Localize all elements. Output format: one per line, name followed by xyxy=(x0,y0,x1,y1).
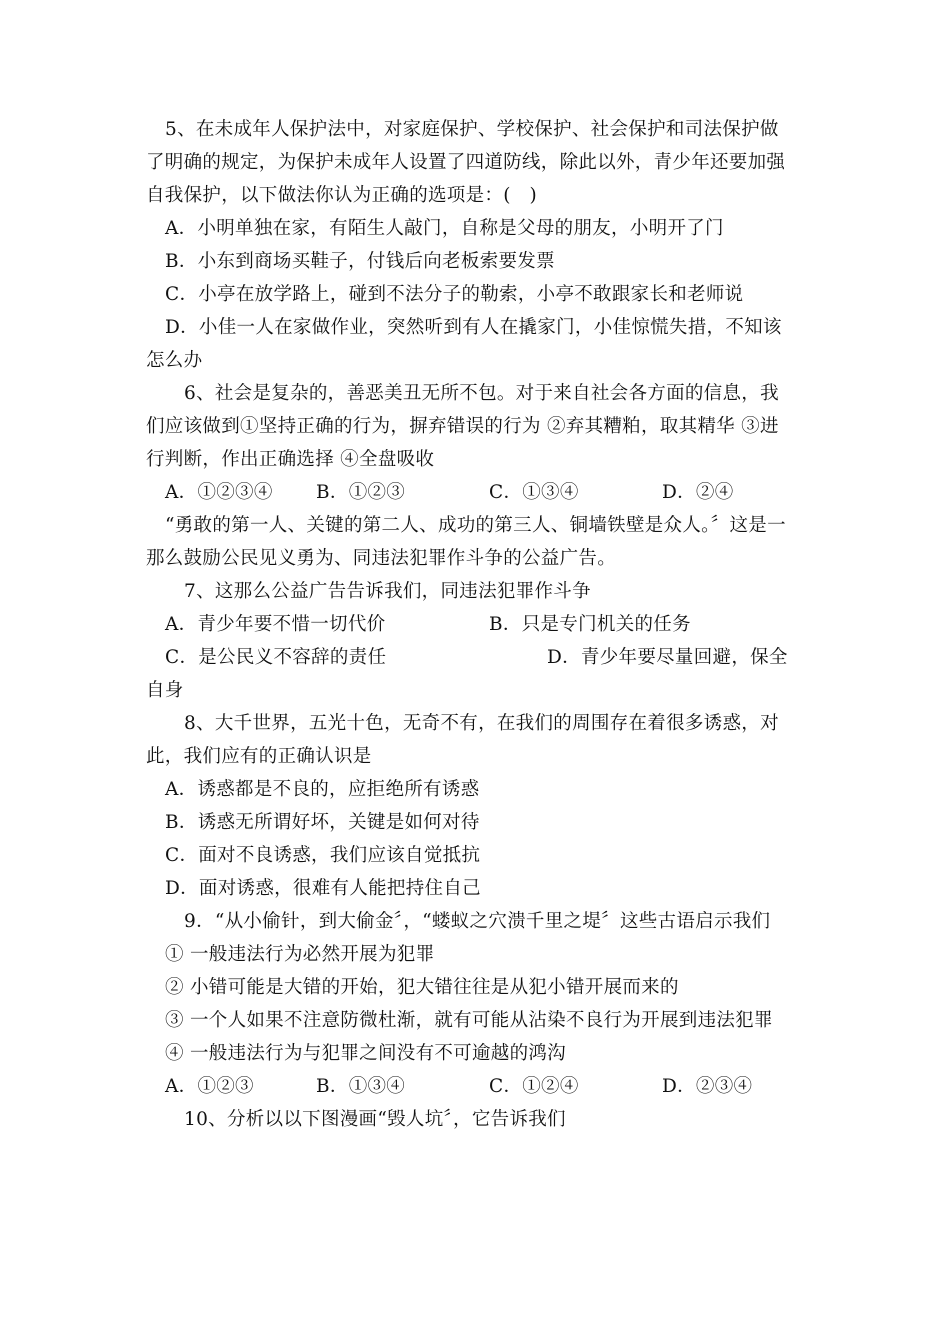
q8-option-b: B．诱惑无所谓好坏，关键是如何对待 xyxy=(165,812,480,833)
q9-item-1: ① 一般违法行为必然开展为犯罪 xyxy=(165,944,435,965)
q6-option-b: B．①②③ xyxy=(316,482,406,503)
q5-option-c: C．小亭在放学路上，碰到不法分子的勒索，小亭不敢跟家长和老师说 xyxy=(165,284,744,305)
q5-option-d: D．小佳一人在家做作业，突然听到有人在撬家门，小佳惊慌失措，不知该 xyxy=(165,317,782,338)
q9-option-a: A．①②③ xyxy=(165,1076,254,1097)
q10-stem: 10、分析以以下图漫画“毁人坑〞，它告诉我们 xyxy=(184,1109,566,1130)
q9-options xyxy=(146,1070,816,1103)
q7-option-a: A．青少年要不惜一切代价 xyxy=(165,614,386,635)
q6-stem-line-3: 行判断，作出正确选择 ④全盘吸收 xyxy=(146,449,435,470)
q6-stem-line-2: 们应该做到①坚持正确的行为，摒弃错误的行为 ②弃其糟粕，取其精华 ③进 xyxy=(146,416,779,437)
passage-line-1: “勇敢的第一人、关键的第二人、成功的第三人、铜墙铁壁是众人。〞这是一 xyxy=(165,515,786,536)
q8-stem-line-2: 此，我们应有的正确认识是 xyxy=(146,746,372,767)
q8-stem-line-1: 8、大千世界，五光十色，无奇不有，在我们的周围存在着很多诱惑，对 xyxy=(184,713,779,734)
passage-line-2: 那么鼓励公民见义勇为、同违法犯罪作斗争的公益广告。 xyxy=(146,548,617,569)
q9-item-4: ④ 一般违法行为与犯罪之间没有不可逾越的鸿沟 xyxy=(165,1043,566,1064)
q6-option-a: A．①②③④ xyxy=(165,482,273,503)
q7-option-d: D．青少年要尽量回避，保全 xyxy=(547,647,788,668)
q7-option-c: C．是公民义不容辞的责任 xyxy=(165,647,387,668)
q9-option-c: C．①②④ xyxy=(489,1076,579,1097)
q8-option-a: A．诱惑都是不良的，应拒绝所有诱惑 xyxy=(165,779,480,800)
q9-option-b: B．①③④ xyxy=(316,1076,406,1097)
q9-item-3: ③ 一个人如果不注意防微杜渐，就有可能从沾染不良行为开展到违法犯罪 xyxy=(165,1010,773,1031)
q6-stem-line-1: 6、社会是复杂的，善恶美丑无所不包。对于来自社会各方面的信息，我 xyxy=(184,383,779,404)
q7-option-b: B．只是专门机关的任务 xyxy=(489,614,691,635)
q9-stem: 9．“从小偷针，到大偷金〞，“蝼蚁之穴溃千里之堤〞这些古语启示我们 xyxy=(184,911,771,932)
q5-option-a: A．小明单独在家，有陌生人敲门，自称是父母的朋友，小明开了门 xyxy=(165,218,724,239)
q8-option-c: C．面对不良诱惑，我们应该自觉抵抗 xyxy=(165,845,481,866)
q5-option-d-cont: 怎么办 xyxy=(146,350,203,371)
q6-options xyxy=(146,476,816,509)
q5-option-b: B．小东到商场买鞋子，付钱后向老板索要发票 xyxy=(165,251,555,272)
q9-option-d: D．②③④ xyxy=(662,1076,753,1097)
q5-stem-line-1: 5、在未成年人保护法中，对家庭保护、学校保护、社会保护和司法保护做 xyxy=(165,119,779,140)
q8-option-d: D．面对诱惑，很难有人能把持住自己 xyxy=(165,878,481,899)
q5-stem-line-3: 自我保护，以下做法你认为正确的选项是：( ) xyxy=(146,185,538,206)
q6-option-c: C．①③④ xyxy=(489,482,579,503)
q9-item-2: ② 小错可能是大错的开始，犯大错往往是从犯小错开展而来的 xyxy=(165,977,679,998)
q7-options-row-1 xyxy=(146,608,816,641)
q7-options-row-2 xyxy=(146,641,816,674)
q7-option-d-cont: 自身 xyxy=(146,680,184,701)
q5-stem-line-2: 了明确的规定，为保护未成年人设置了四道防线，除此以外，青少年还要加强 xyxy=(146,152,786,173)
q7-stem: 7、这那么公益广告告诉我们，同违法犯罪作斗争 xyxy=(184,581,591,602)
q6-option-d: D．②④ xyxy=(662,482,734,503)
